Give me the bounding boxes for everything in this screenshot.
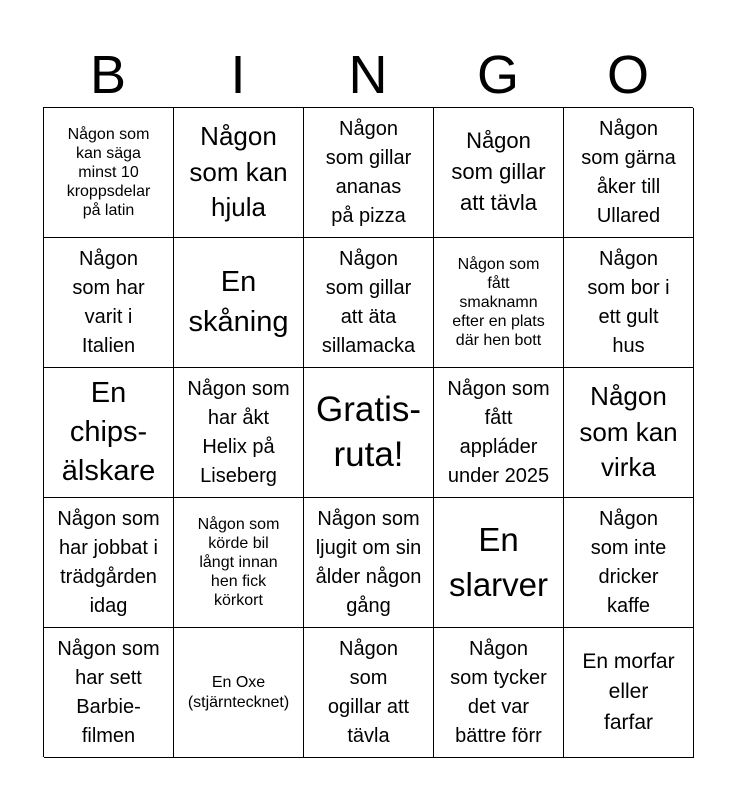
bingo-cell[interactable]: Någon som har åkt Helix på Liseberg (174, 368, 304, 498)
bingo-cell[interactable]: Någon som kan hjula (174, 108, 304, 238)
bingo-cell[interactable]: Någon som gillar ananas på pizza (304, 108, 434, 238)
bingo-cell[interactable]: Någon som bor i ett gult hus (564, 238, 694, 368)
header-letter-b: B (89, 45, 127, 105)
header-letter-o: O (606, 45, 649, 105)
bingo-cell[interactable]: Någon som har sett Barbie- filmen (44, 628, 174, 758)
bingo-cell[interactable]: Någon som gillar att äta sillamacka (304, 238, 434, 368)
header-letter-g: G (476, 45, 519, 105)
header-letter-n: N (348, 45, 388, 105)
bingo-cell[interactable]: Någon som har jobbat i trädgården idag (44, 498, 174, 628)
bingo-cell[interactable]: Någon som gärna åker till Ullared (564, 108, 694, 238)
bingo-cell[interactable]: En slarver (434, 498, 564, 628)
bingo-cell[interactable]: En Oxe (stjärntecknet) (174, 628, 304, 758)
bingo-cell[interactable]: Någon som har varit i Italien (44, 238, 174, 368)
bingo-grid (43, 107, 693, 757)
header-letter-i: I (230, 45, 246, 105)
bingo-cell[interactable]: Någon som fått smaknamn efter en plats där hen bott (434, 238, 564, 368)
bingo-cell[interactable]: Någon som ogillar att tävla (304, 628, 434, 758)
bingo-cell[interactable]: Någon som kan virka (564, 368, 694, 498)
bingo-cell[interactable]: En morfar eller farfar (564, 628, 694, 758)
bingo-header (43, 44, 693, 106)
bingo-cell[interactable]: En skåning (174, 238, 304, 368)
bingo-cell[interactable]: En chips- älskare (44, 368, 174, 498)
bingo-cell[interactable]: Någon som gillar att tävla (434, 108, 564, 238)
free-space-cell[interactable]: Gratis- ruta! (304, 368, 434, 498)
bingo-cell[interactable]: Någon som kan säga minst 10 kroppsdelar på latin (44, 108, 174, 238)
bingo-cell[interactable]: Någon som tycker det var bättre förr (434, 628, 564, 758)
bingo-cell[interactable]: Någon som fått appláder under 2025 (434, 368, 564, 498)
bingo-cell[interactable]: Någon som inte dricker kaffe (564, 498, 694, 628)
bingo-cell[interactable]: Någon som körde bil långt innan hen fick körkort (174, 498, 304, 628)
bingo-cell[interactable]: Någon som ljugit om sin ålder någon gång (304, 498, 434, 628)
